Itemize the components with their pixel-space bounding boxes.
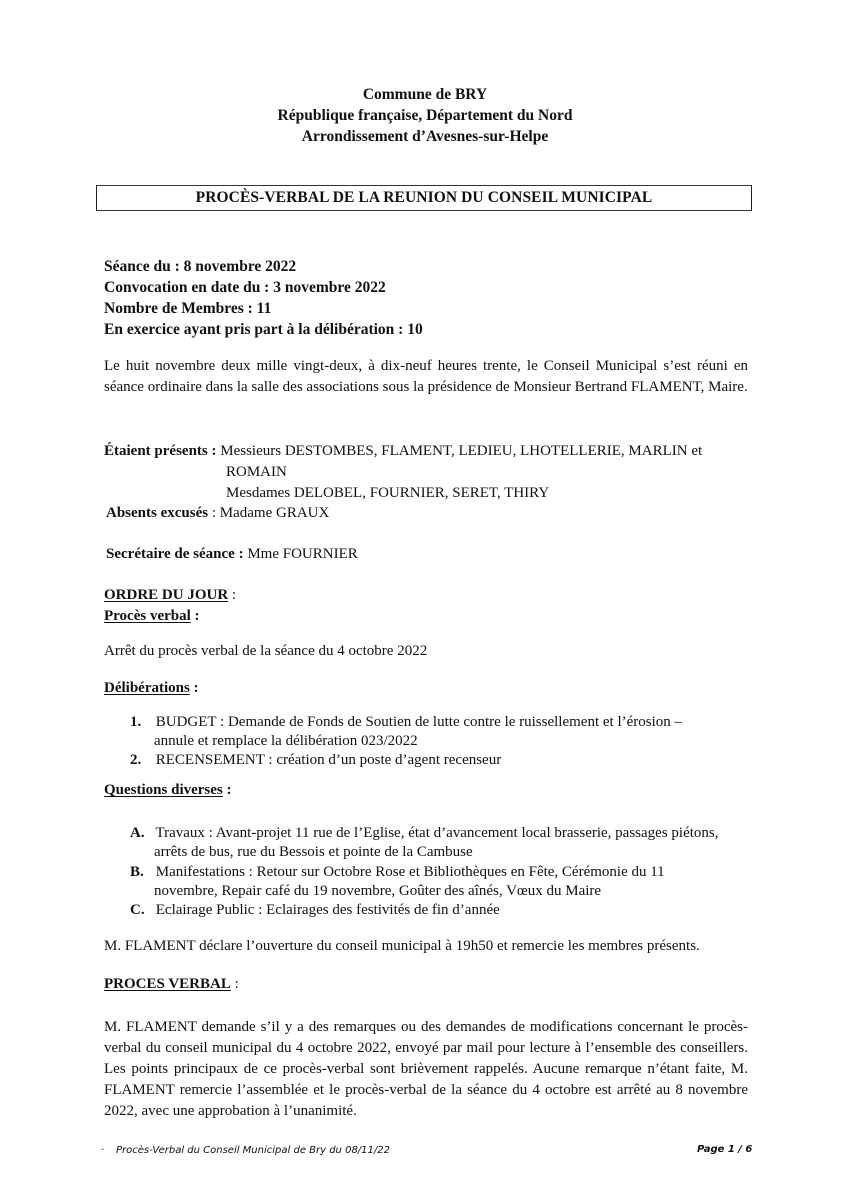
intro-paragraph: Le huit novembre deux mille vingt-deux, à dix-neuf heures trente, le Conseil Municipal s’est réuni en séance ordinaire dans la salle des associations sous la présidence de Monsieur Bertrand FLAMENT, Maire. — [104, 358, 748, 395]
presents-label: Étaient présents : — [104, 443, 217, 459]
deliberations-heading — [104, 678, 199, 699]
exercice-count: En exercice ayant pris part à la délibération : 10 — [104, 321, 423, 338]
seance-date: Séance du : 8 novembre 2022 — [104, 258, 297, 275]
presents-messieurs: Messieurs DESTOMBES, FLAMENT, LEDIEU, LHOTELLERIE, MARLIN et — [220, 443, 703, 459]
list-item-letter: B. — [130, 864, 144, 880]
list-item — [130, 712, 682, 733]
absents-label: Absents excusés — [106, 505, 209, 521]
document-title: PROCÈS-VERBAL DE LA REUNION DU CONSEIL MUNICIPAL — [195, 189, 653, 206]
republique-line: République française, Département du Nord — [277, 107, 573, 124]
presents-mesdames: Mesdames DELOBEL, FOURNIER, SERET, THIRY — [226, 485, 550, 501]
list-item — [130, 862, 665, 883]
list-item-number: 2. — [130, 752, 142, 768]
ordre-heading-text: ORDRE DU JOUR — [104, 587, 229, 603]
footer-page-number: Page 1 / 6 — [697, 1144, 753, 1155]
list-item-letter: C. — [130, 902, 145, 918]
list-item-text: Manifestations : Retour sur Octobre Rose et Bibliothèques en Fête, Cérémonie du 11 — [155, 864, 665, 880]
list-item-text: Eclairage Public : Eclairages des festivités de fin d’année — [155, 902, 500, 918]
list-item-continued: novembre, Repair café du 19 novembre, Goûter des aînés, Vœux du Maire — [154, 883, 602, 899]
secretaire-label: Secrétaire de séance : — [106, 546, 244, 562]
title-box — [96, 185, 752, 211]
list-item-text: Travaux : Avant-projet 11 rue de l’Eglise, état d’avancement local brasserie, passages piétons, — [155, 825, 719, 841]
questions-heading-suffix: : — [222, 782, 232, 798]
pv-subheading-text: Procès verbal — [104, 608, 191, 624]
list-item — [130, 750, 501, 771]
presents-row — [104, 441, 702, 462]
ordre-heading-suffix: : — [228, 587, 237, 603]
absents-row — [106, 503, 329, 524]
pv-item: Arrêt du procès verbal de la séance du 4 octobre 2022 — [104, 643, 428, 659]
deliberations-heading-text: Délibérations — [104, 680, 190, 696]
list-item — [130, 900, 500, 921]
list-item-continued: arrêts de bus, rue du Bessois et pointe de la Cambuse — [154, 844, 473, 860]
pv-subheading-suffix: : — [190, 608, 200, 624]
proces-verbal-heading-text: PROCES VERBAL — [104, 976, 231, 992]
footer-document-reference: Procès-Verbal du Conseil Municipal de Bry du 08/11/22 — [116, 1145, 390, 1156]
absents-value: : Madame GRAUX — [211, 505, 330, 521]
membres-count: Nombre de Membres : 11 — [104, 300, 272, 317]
proces-verbal-heading-suffix: : — [230, 976, 239, 992]
convocation-date: Convocation en date du : 3 novembre 2022 — [104, 279, 386, 296]
list-item — [130, 823, 719, 844]
secretaire-value: Mme FOURNIER — [247, 546, 358, 562]
list-item-letter: A. — [130, 825, 145, 841]
list-item-number: 1. — [130, 714, 142, 730]
list-item-continued: annule et remplace la délibération 023/2022 — [154, 733, 418, 749]
opening-statement: M. FLAMENT déclare l’ouverture du conseil municipal à 19h50 et remercie les membres présents. — [104, 938, 700, 954]
commune-name: Commune de BRY — [362, 86, 488, 103]
secretaire-row — [106, 544, 358, 565]
arrondissement-line: Arrondissement d’Avesnes-sur-Helpe — [301, 128, 549, 145]
questions-heading-text: Questions diverses — [104, 782, 223, 798]
pv-subheading — [104, 606, 200, 627]
list-item-text: RECENSEMENT : création d’un poste d’agent recenseur — [155, 752, 502, 768]
footer-left-bullet: · — [101, 1145, 105, 1156]
questions-heading — [104, 780, 232, 801]
proces-verbal-body: M. FLAMENT demande s’il y a des remarques ou des demandes de modifications concernant le procès-verbal du conseil municipal du 4 octobre 2022, envoyé par mail pour lecture à l’ensemble des conseillers. Les points principaux de ce procès-verbal sont brièvement rappelés. Aucune remarque n’étant faite, M. FLAMENT remercie l’assemblée et le procès-verbal de la séance du 4 octobre est arrêté au 8 novembre 2022, avec une approbation à l’unanimité. — [104, 1019, 748, 1119]
proces-verbal-heading — [104, 974, 239, 995]
list-item-text: BUDGET : Demande de Fonds de Soutien de lutte contre le ruissellement et l’érosion – — [155, 714, 683, 730]
ordre-du-jour-heading — [104, 585, 236, 606]
presents-continued: ROMAIN — [226, 464, 287, 480]
deliberations-heading-suffix: : — [189, 680, 199, 696]
